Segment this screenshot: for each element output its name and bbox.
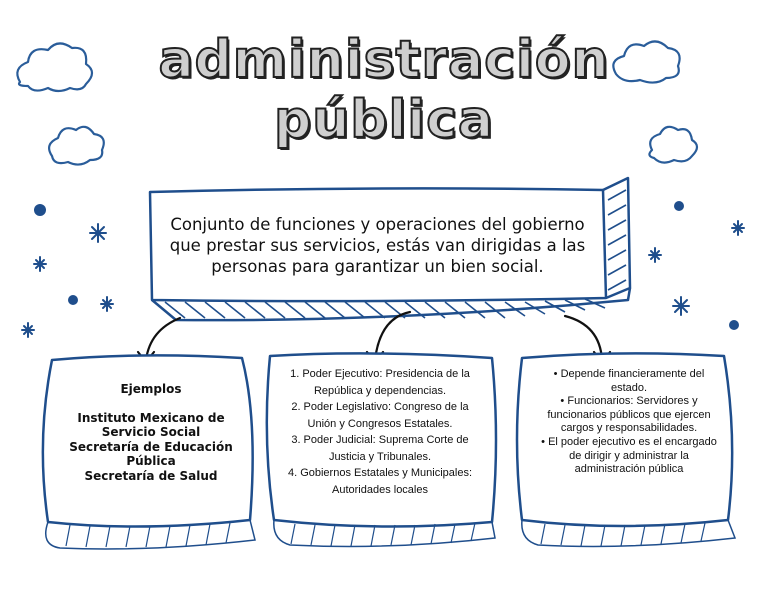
characteristic-item: • Funcionarios: Servidores y funcionarios públicos que ejercen cargos y responsabilidades. (540, 395, 718, 436)
star-icon (649, 248, 661, 262)
examples-heading: Ejemplos (120, 382, 182, 396)
page-title-line-1: administración (158, 30, 610, 90)
power-item: 1. Poder Ejecutivo: Presidencia de la República y dependencias. (290, 368, 470, 397)
examples-card (62, 382, 240, 483)
dot-decoration (729, 320, 739, 330)
definition-text: Conjunto de funciones y operaciones del gobierno que prestar sus servicios, estás van dirigidas a las personas para garantizar un bien social. (169, 214, 586, 276)
power-item: 4. Gobiernos Estatales y Municipales: Autoridades locales (287, 467, 473, 496)
page-title-line-2: pública (273, 90, 495, 150)
characteristic-item: • Depende financieramente del estado. (540, 368, 718, 395)
star-icon (732, 221, 744, 235)
powers-list (280, 366, 480, 498)
star-icon (101, 297, 113, 311)
star-icon (34, 257, 46, 271)
example-item: Secretaría de Salud (84, 468, 218, 483)
dot-decoration (674, 201, 684, 211)
characteristics-card (540, 368, 718, 477)
example-item: Instituto Mexicano de Servicio Social (77, 410, 225, 439)
power-item: 3. Poder Judicial: Suprema Corte de Justicia y Tribunales. (291, 434, 469, 463)
characteristic-item: • El poder ejecutivo es el encargado de dirigir y administrar la administración pública (540, 436, 718, 477)
powers-card (280, 366, 480, 498)
example-item: Secretaría de Educación Pública (69, 439, 233, 468)
dot-decoration (34, 204, 46, 216)
power-item: 2. Poder Legislativo: Congreso de la Unión y Congresos Estatales. (291, 401, 469, 430)
star-icon (673, 297, 689, 315)
dot-decoration (68, 295, 78, 305)
characteristics-list (540, 368, 718, 477)
star-icon (90, 224, 106, 242)
star-icon (22, 323, 34, 337)
